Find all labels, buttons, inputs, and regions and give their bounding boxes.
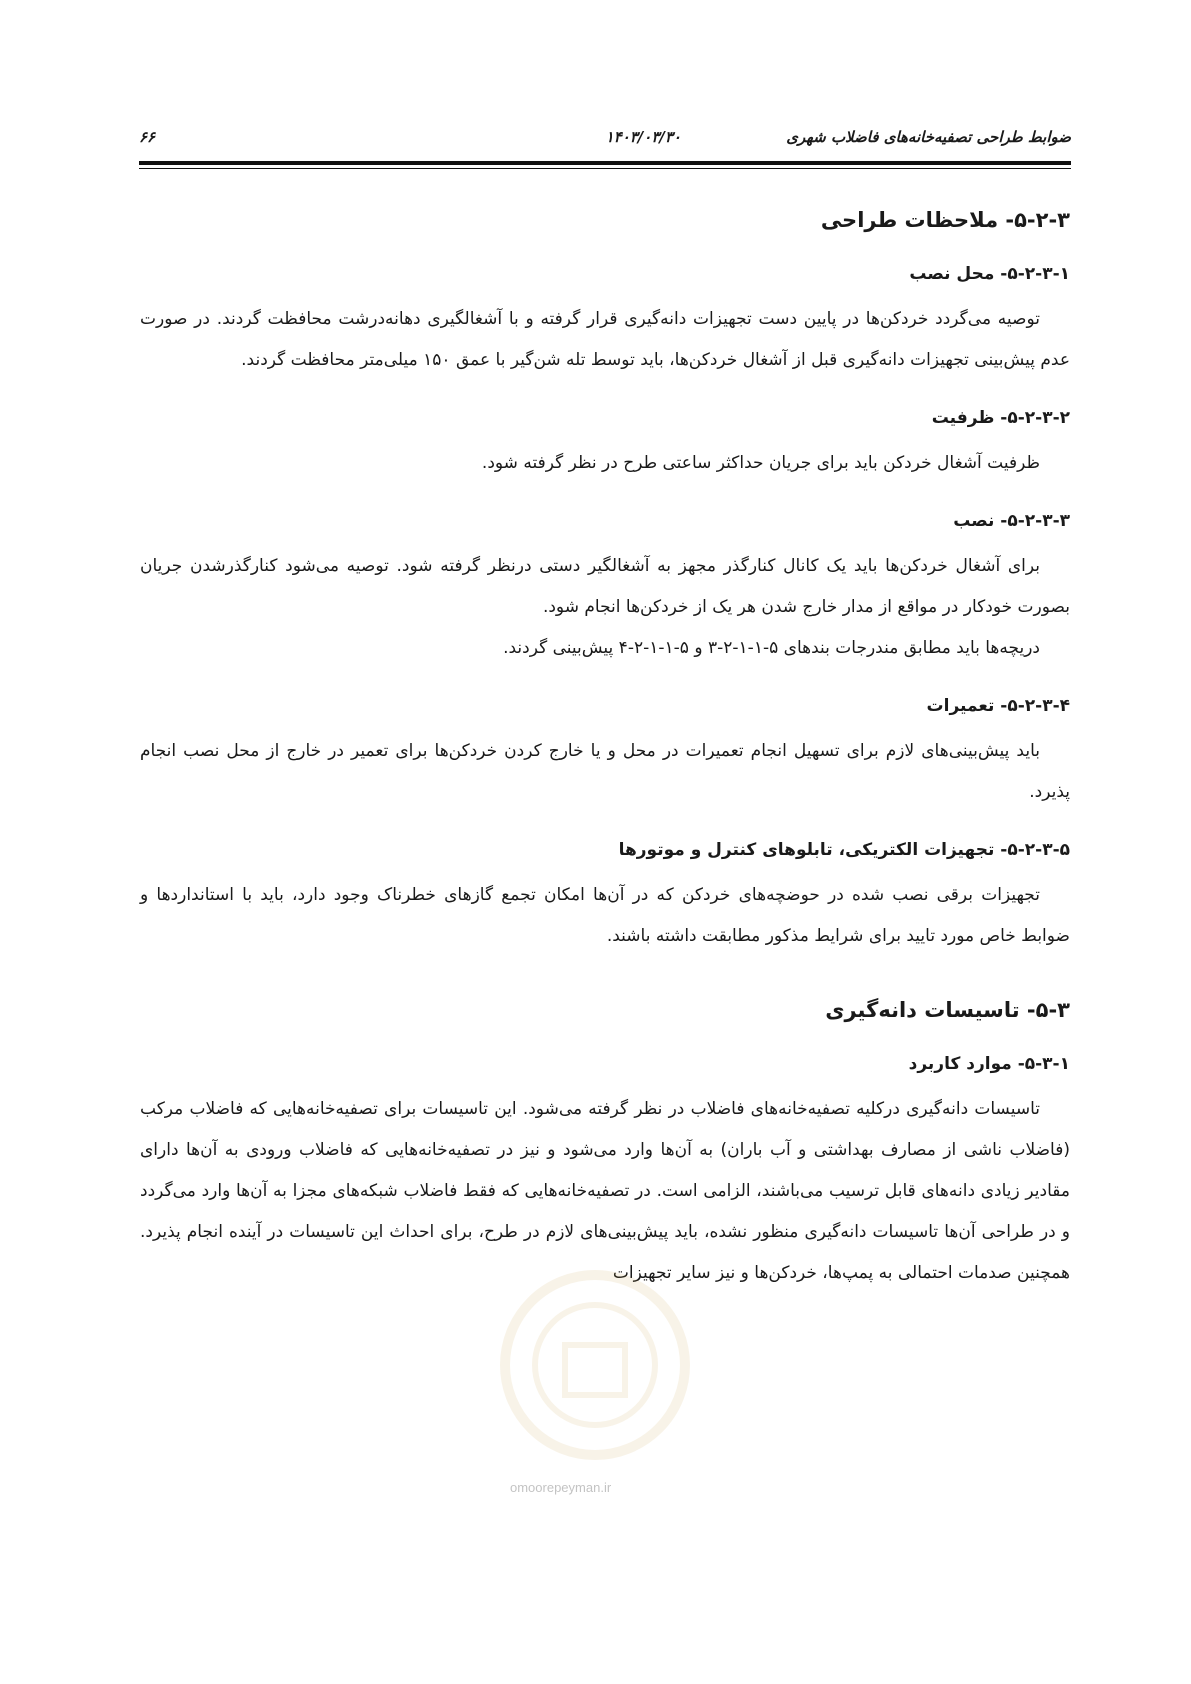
- header-title: ضوابط طراحی تصفیه‌خانه‌های فاضلاب شهری: [786, 128, 1071, 146]
- paragraph-installation-2: دریچه‌ها باید مطابق مندرجات بندهای ۵-۱-۱-۲-۳ و ۵-۱-۱-۲-۴ پیش‌بینی گردند.: [503, 638, 1040, 658]
- page-header: [139, 128, 1071, 162]
- watermark-logo: [495, 1265, 695, 1465]
- page-number: ۶۶: [139, 128, 156, 146]
- paragraph-installation-1: برای آشغال خردکن‌ها باید یک کانال کنارگذر مجهز به آشغالگیر دستی درنظر گرفته شود. توصیه می‌شود کنارگذرشدن جریان بصورت خودکار در مواقع از مدار خارج شدن هر یک از خردکن‌ها انجام شود.: [140, 556, 1070, 617]
- section-heading-applications: ۵-۳-۱- موارد کاربرد: [908, 1054, 1070, 1074]
- header-rule-thick: [139, 161, 1071, 165]
- section-heading-repairs: ۵-۲-۳-۴- تعمیرات: [926, 696, 1070, 716]
- paragraph-installation-location: توصیه می‌گردد خردکن‌ها در پایین دست تجهیزات دانه‌گیری قرار گرفته و با آشغالگیری دهانه‌درشت محافظت گردند. در صورت عدم پیش‌بینی تجهیزات دانه‌گیری قبل از آشغال خردکن‌ها، باید توسط تله شن‌گیر با عمق ۱۵۰ میلی‌متر محافظت گردند.: [140, 309, 1070, 370]
- paragraph-applications: تاسیسات دانه‌گیری درکلیه تصفیه‌خانه‌های فاضلاب در نظر گرفته می‌شود. این تاسیسات برای تصفیه‌خانه‌هایی که فاضلاب مرکب (فاضلاب ناشی از مصارف بهداشتی و آب باران) به آن‌ها وارد می‌شود و نیز در تصفیه‌خانه‌هایی که فاضلاب ورودی به آن‌ها دارای مقادیر زیادی دانه‌های قابل ترسیب می‌باشند، الزامی است. در تصفیه‌خانه‌هایی که فقط فاضلاب شبکه‌های مجزا به آن‌ها وارد می‌گردد و در طراحی آن‌ها تاسیسات دانه‌گیری منظور نشده، باید پیش‌بینی‌های لازم در طرح، برای احداث این تاسیسات در آینده انجام پذیرد. همچنین صدمات احتمالی به پمپ‌ها، خردکن‌ها و نیز سایر تجهیزات: [140, 1099, 1070, 1283]
- section-heading-grit-removal: ۵-۳- تاسیسات دانه‌گیری: [825, 998, 1070, 1022]
- header-rule-thin: [139, 168, 1071, 169]
- paragraph-repairs: باید پیش‌بینی‌های لازم برای تسهیل انجام تعمیرات در محل و یا خارج کردن خردکن‌ها برای تعمیر در خارج از محل نصب انجام پذیرد.: [140, 741, 1070, 802]
- section-heading-installation-location: ۵-۲-۳-۱- محل نصب: [909, 264, 1070, 284]
- section-heading-capacity: ۵-۲-۳-۲- ظرفیت: [931, 408, 1070, 428]
- header-date: ۱۴۰۳/۰۳/۳۰: [605, 128, 681, 146]
- section-heading-installation: ۵-۲-۳-۳- نصب: [953, 511, 1070, 531]
- paragraph-electrical-equipment: تجهیزات برقی نصب شده در حوضچه‌های خردکن که در آن‌ها امکان تجمع گازهای خطرناک وجود دارد، باید با استانداردها و ضوابط خاص مورد تایید برای شرایط مذکور مطابقت داشته باشند.: [140, 885, 1070, 946]
- section-heading-design-considerations: ۵-۲-۳- ملاحظات طراحی: [820, 208, 1070, 232]
- page-content: [140, 205, 1070, 1294]
- paragraph-capacity: ظرفیت آشغال خردکن باید برای جریان حداکثر ساعتی طرح در نظر گرفته شود.: [481, 453, 1040, 473]
- section-heading-electrical-equipment: ۵-۲-۳-۵- تجهیزات الکتریکی، تابلوهای کنترل و موتورها: [618, 840, 1070, 860]
- watermark-text: omoorepeyman.ir: [510, 1480, 612, 1495]
